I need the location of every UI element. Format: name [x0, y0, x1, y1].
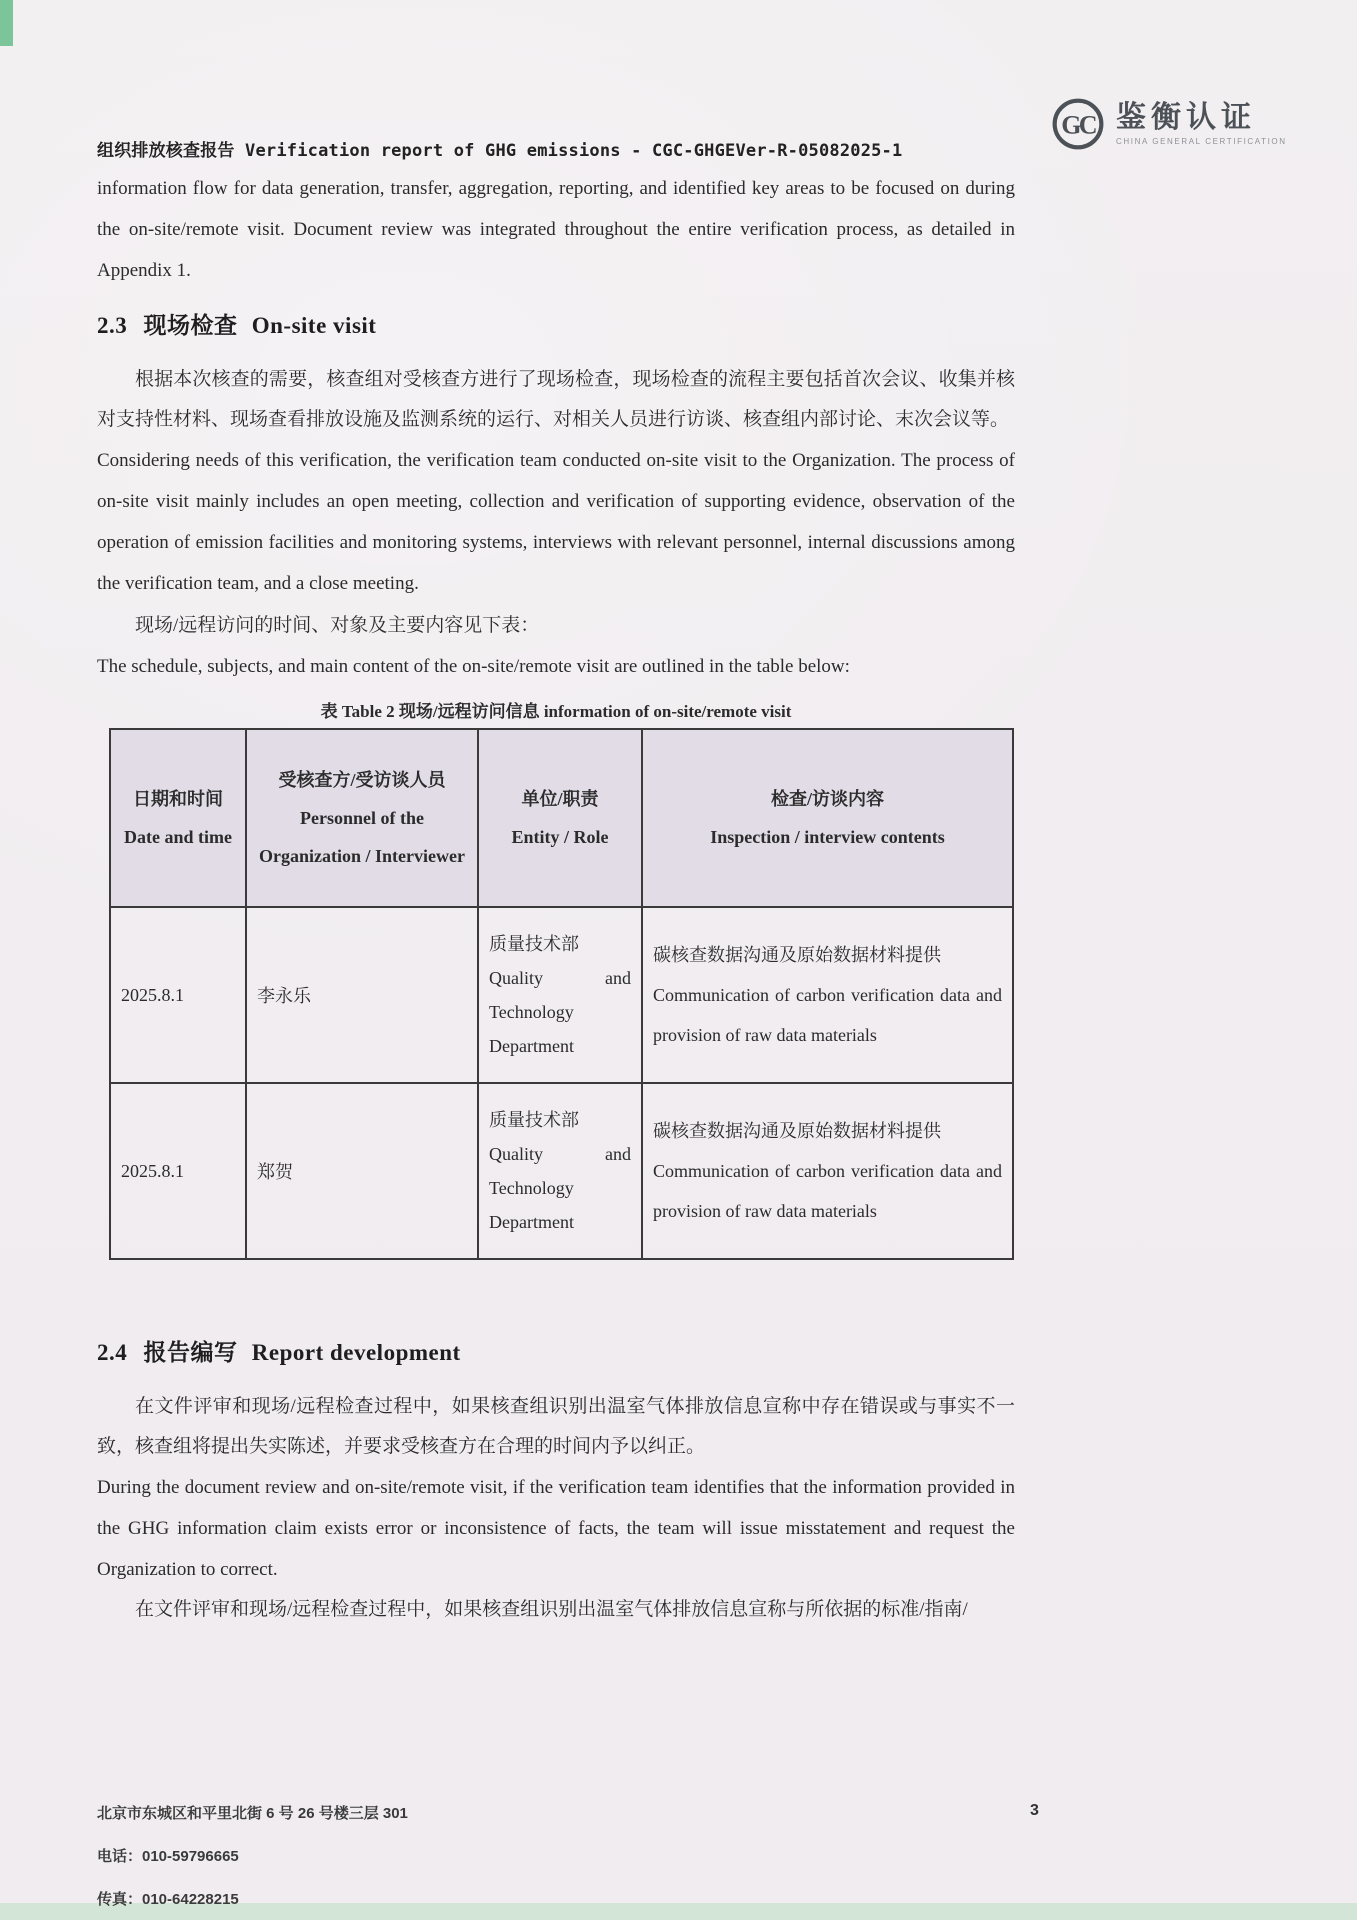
section-2-4-paragraph1-zh: 在文件评审和现场/远程检查过程中，如果核查组识别出温室气体排放信息宣称中存在错误或与事实不一致，核查组将提出失实陈述，并要求受核查方在合理的时间内予以纠正。 [97, 1396, 1015, 1457]
section-2-3-paragraph-zh: 根据本次核查的需要，核查组对受核查方进行了现场检查，现场检查的流程主要包括首次会议、收集并核对支持性材料、现场查看排放设施及监测系统的运行、对相关人员进行访谈、核查组内部讨论、末次会议等。 [97, 369, 1015, 430]
section-2-3-number: 2.3 [97, 313, 128, 338]
row2-person: 郑贺 [246, 1083, 478, 1259]
row1-entity [478, 907, 642, 1083]
section-2-3-heading [97, 307, 1015, 340]
page-content [97, 168, 1015, 1630]
document-header-title: 组织排放核查报告 Verification report of GHG emissions - CGC-GHGEVer-R-05082025-1 [97, 141, 903, 161]
row2-entity-en: Quality and Technology Department [489, 1144, 631, 1232]
row2-content [642, 1083, 1013, 1259]
scan-artifact-corner [0, 0, 13, 46]
intro-paragraph: information flow for data generation, transfer, aggregation, reporting, and identified key areas to be focused on during the on-site/remote visit. Document review was integrated throughout the entire verification process, as detailed in Appendix 1. [97, 178, 1015, 281]
row1-person: 李永乐 [246, 907, 478, 1083]
row1-content-zh: 碳核查数据沟通及原始数据材料提供 [653, 945, 941, 965]
row2-date: 2025.8.1 [110, 1083, 246, 1259]
table-row [110, 1083, 1013, 1259]
col-header-date-zh: 日期和时间 [133, 789, 223, 809]
row2-entity [478, 1083, 642, 1259]
section-2-4-paragraph2-zh: 在文件评审和现场/远程检查过程中，如果核查组识别出温室气体排放信息宣称与所依据的标准/指南/ [135, 1599, 968, 1620]
table-intro-en: The schedule, subjects, and main content of the on-site/remote visit are outlined in the table below: [97, 656, 850, 677]
row1-date: 2025.8.1 [110, 907, 246, 1083]
col-header-contents [642, 729, 1013, 907]
table2-caption: 表 Table 2 现场/远程访问信息 information of on-site/remote visit [320, 702, 792, 721]
visit-info-table [109, 728, 1014, 1260]
cgc-logo-icon [1050, 96, 1106, 152]
footer-address: 北京市东城区和平里北街 6 号 26 号楼三层 301 [97, 1805, 408, 1822]
col-header-date [110, 729, 246, 907]
col-header-personnel-en: Personnel of the Organization / Interviewer [259, 808, 465, 866]
cgc-logo-name: 鉴衡认证 [1116, 99, 1256, 135]
footer-phone: 电话：010-59796665 [97, 1848, 239, 1865]
table-intro-zh: 现场/远程访问的时间、对象及主要内容见下表： [135, 615, 540, 636]
cgc-logo-subtitle: CHINA GENERAL CERTIFICATION [1116, 136, 1287, 146]
section-2-4-number: 2.4 [97, 1340, 128, 1365]
row1-content-en: Communication of carbon verification data and provision of raw data materials [653, 985, 1002, 1045]
row1-entity-en: Quality and Technology Department [489, 968, 631, 1056]
row1-entity-zh: 质量技术部 [489, 934, 579, 954]
cgc-logo-text [1116, 99, 1287, 146]
col-header-entity [478, 729, 642, 907]
col-header-contents-zh: 检查/访谈内容 [770, 789, 884, 809]
section-2-4-heading [97, 1334, 1015, 1367]
page-number: 3 [1030, 1802, 1039, 1819]
footer-fax: 传真：010-64228215 [97, 1891, 239, 1908]
col-header-entity-zh: 单位/职责 [521, 789, 599, 809]
col-header-date-en: Date and time [124, 827, 232, 847]
visit-table-header [110, 729, 1013, 907]
row2-content-en: Communication of carbon verification data and provision of raw data materials [653, 1161, 1002, 1221]
cgc-logo [1050, 96, 1287, 152]
section-2-4-paragraph1-en: During the document review and on-site/remote visit, if the verification team identifies that the information provided in the GHG information claim exists error or inconsistence of facts, the team will issue misstatement and request the Organization to correct. [97, 1477, 1015, 1580]
section-2-4-title-en: Report development [251, 1340, 461, 1365]
col-header-contents-en: Inspection / interview contents [710, 827, 945, 847]
page-footer [97, 1802, 1057, 1920]
col-header-personnel-zh: 受核查方/受访谈人员 [278, 770, 446, 790]
section-2-3-paragraph-en: Considering needs of this verification, the verification team conducted on-site visit to the Organization. The process of on-site visit mainly includes an open meeting, collection and verification of supporting evidence, observation of the operation of emission facilities and monitoring systems, interviews with relevant personnel, internal discussions among the verification team, and a close meeting. [97, 450, 1015, 594]
col-header-personnel [246, 729, 478, 907]
col-header-entity-en: Entity / Role [511, 827, 609, 847]
section-2-3-title-zh: 现场检查 [143, 313, 238, 338]
table-row [110, 907, 1013, 1083]
row1-content [642, 907, 1013, 1083]
row2-content-zh: 碳核查数据沟通及原始数据材料提供 [653, 1121, 941, 1141]
row2-entity-zh: 质量技术部 [489, 1110, 579, 1130]
section-2-3-title-en: On-site visit [251, 313, 377, 338]
section-2-4-title-zh: 报告编写 [143, 1340, 238, 1365]
svg-text:GC: GC [1061, 110, 1095, 140]
